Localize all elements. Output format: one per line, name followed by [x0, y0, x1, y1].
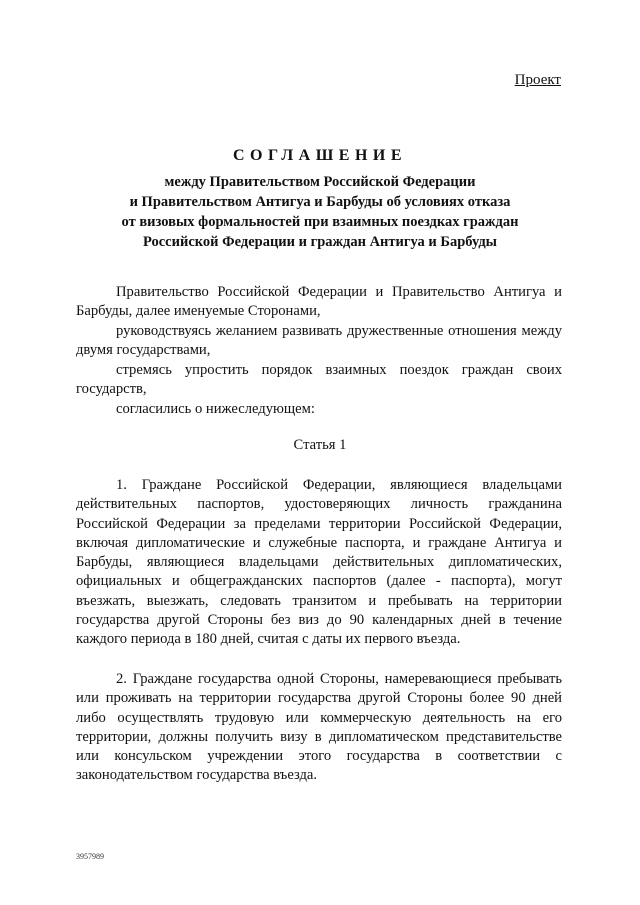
subtitle-line: между Правительством Российской Федерации — [164, 174, 476, 190]
preamble-seeking: стремясь упростить порядок взаимных поездок граждан своих государств, — [76, 362, 562, 398]
subtitle-line: и Правительством Антигуа и Барбуды об условиях отказа — [129, 194, 511, 210]
article-paragraph-2: 2. Граждане государства одной Стороны, намеревающиеся пребывать или проживать на территории государства другой Стороны более 90 дней либо осуществлять трудовую или коммерческую деятельность на его территории, должны получить визу в дипломатическом представительстве или консульском учреждении этого государства в соответствии с законодательством государства въезда. — [76, 671, 562, 784]
document-subtitle — [60, 172, 580, 252]
subtitle-line: от визовых формальностей при взаимных поездках граждан — [121, 214, 519, 230]
draft-label: Проект — [514, 72, 561, 88]
preamble-agreed: согласились о нижеследующем: — [116, 401, 315, 417]
preamble-parties: Правительство Российской Федерации и Правительство Антигуа и Барбуды, далее именуемые Сторонами, — [76, 284, 562, 320]
document-number: 3957989 — [76, 852, 104, 861]
document-title: СОГЛАШЕНИЕ — [232, 147, 408, 164]
preamble-guided: руководствуясь желанием развивать дружественные отношения между двумя государствами, — [76, 323, 562, 359]
subtitle-line: Российской Федерации и граждан Антигуа и Барбуды — [143, 234, 497, 250]
article-heading: Статья 1 — [293, 437, 347, 453]
article-paragraph-1: 1. Граждане Российской Федерации, являющиеся владельцами действительных паспортов, удостоверяющих личность гражданина Российской Федерации за пределами территории Российской Федерации, включая дипломатические и служебные паспорта, и граждане Антигуа и Барбуды, являющиеся владельцами действительных дипломатических, официальных и общегражданских паспортов (далее - паспорта), могут въезжать, выезжать, следовать транзитом и пребывать на территории государства другой Стороны без виз до 90 календарных дней в течение каждого периода в 180 дней, считая с даты их первого въезда. — [76, 477, 562, 648]
